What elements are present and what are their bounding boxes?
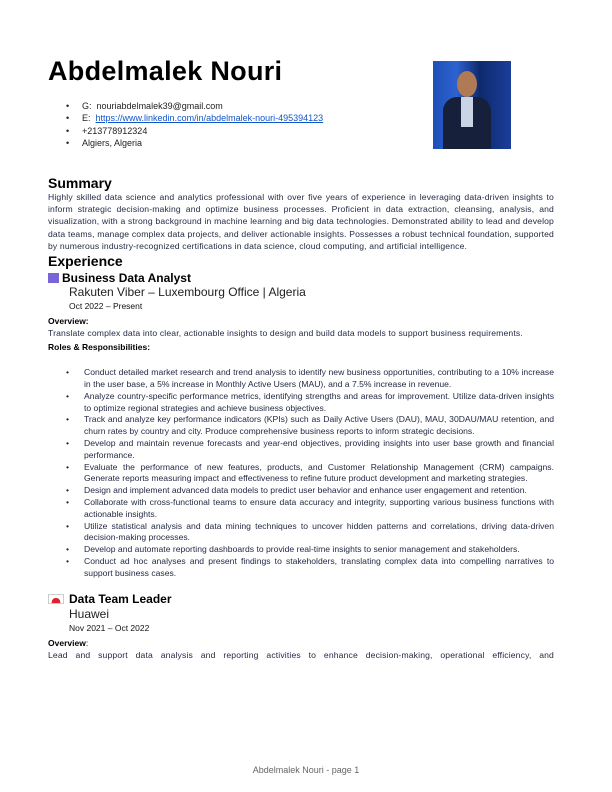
list-item: • Develop and automate reporting dashboards to provide real-time insights to senior management and stakeholders. — [66, 544, 554, 556]
list-item: • Design and implement advanced data models to predict user behavior and enhance user engagement and retention. — [66, 485, 554, 497]
contact-list — [66, 100, 323, 149]
overview-text: Translate complex data into clear, actionable insights to design and build data models to support business requirements. — [48, 328, 523, 339]
company-name: Rakuten Viber – Luxembourg Office | Algeria — [69, 285, 306, 300]
job-title: Business Data Analyst — [48, 270, 554, 285]
roles-label: Roles & Responsibilities: — [48, 342, 151, 353]
list-item: • Utilize statistical analysis and data mining techniques to uncover hidden patterns and correlations, driving data-driven decision-making processes. — [66, 521, 554, 545]
job-dates: Nov 2021 – Oct 2022 — [69, 622, 150, 633]
candidate-name: Abdelmalek Nouri — [48, 56, 283, 86]
job-dates: Oct 2022 – Present — [69, 301, 143, 312]
page-footer: Abdelmalek Nouri - page 1 — [252, 765, 360, 775]
contact-phone: • +213778912324 — [66, 125, 323, 137]
list-item: • Develop and maintain revenue forecasts and year-end objectives, providing insights into user base growth and financial performance. — [66, 438, 554, 462]
linkedin-link[interactable]: https://www.linkedin.com/in/abdelmalek-nouri-495394123 — [95, 113, 324, 124]
list-item: • Analyze country-specific performance metrics, identifying strengths and areas for improvement. Utilize data-driven insights to optimize regional strategies and achieve business objectives. — [66, 391, 554, 415]
profile-photo — [433, 61, 511, 149]
contact-location: • Algiers, Algeria — [66, 137, 323, 149]
list-item: • Collaborate with cross-functional teams to ensure data accuracy and integrity, supporting various business functions with actionable insights. — [66, 497, 554, 521]
job-title: Data Team Leader — [48, 592, 554, 607]
contact-email: • G: nouriabdelmalek39@gmail.com — [66, 100, 323, 112]
viber-logo-icon — [48, 273, 59, 283]
overview-label: Overview: — [48, 316, 89, 327]
experience-heading: Experience — [48, 253, 123, 270]
overview-label: Overview: — [48, 637, 89, 648]
company-name: Huawei — [69, 606, 110, 621]
list-item: • Conduct ad hoc analyses and present findings to stakeholders, translating complex data into compelling narratives to support business cases. — [66, 556, 554, 580]
list-item: • Track and analyze key performance indicators (KPIs) such as Daily Active Users (DAU), MAU, 30DAU/MAU retention, and churn rates by country and city. Produce comprehensive business reports to inform strategic decisions. — [66, 414, 554, 438]
list-item: • Evaluate the performance of new features, products, and Customer Relationship Management (CRM) campaigns. Generate reports measuring impact and effectiveness to refine future product development and marketing strategies. — [66, 462, 554, 486]
summary-text: Highly skilled data science and analytics professional with over five years of experience in leveraging data-driven insights to inform strategic decision-making and optimize business processes. Proficient in data extraction, cleansing, analysis, and visualization, with a strong background in machine learning and big data technologies. Demonstrated ability to lead and develop data teams, manage complex data projects, and deliver actionable insights. Possesses a robust technical foundation, supported by numerous industry-recognized certifications in data science, cloud computing, and artificial intelligence. — [48, 192, 554, 251]
responsibilities-list — [66, 367, 554, 579]
contact-linkedin: • E: https://www.linkedin.com/in/abdelmalek-nouri-495394123 — [66, 112, 323, 124]
overview-text: Lead and support data analysis and reporting activities to enhance decision-making, operational efficiency, and — [48, 649, 554, 660]
email-link[interactable]: nouriabdelmalek39@gmail.com — [96, 101, 223, 111]
huawei-logo-icon — [48, 594, 64, 604]
summary-heading: Summary — [48, 175, 112, 191]
list-item: • Conduct detailed market research and trend analysis to identify new business opportunities, contributing to a 10% increase in the user base, a 5% increase in Monthly Active Users (MAU), and a 7.5% increase in revenue. — [66, 367, 554, 391]
